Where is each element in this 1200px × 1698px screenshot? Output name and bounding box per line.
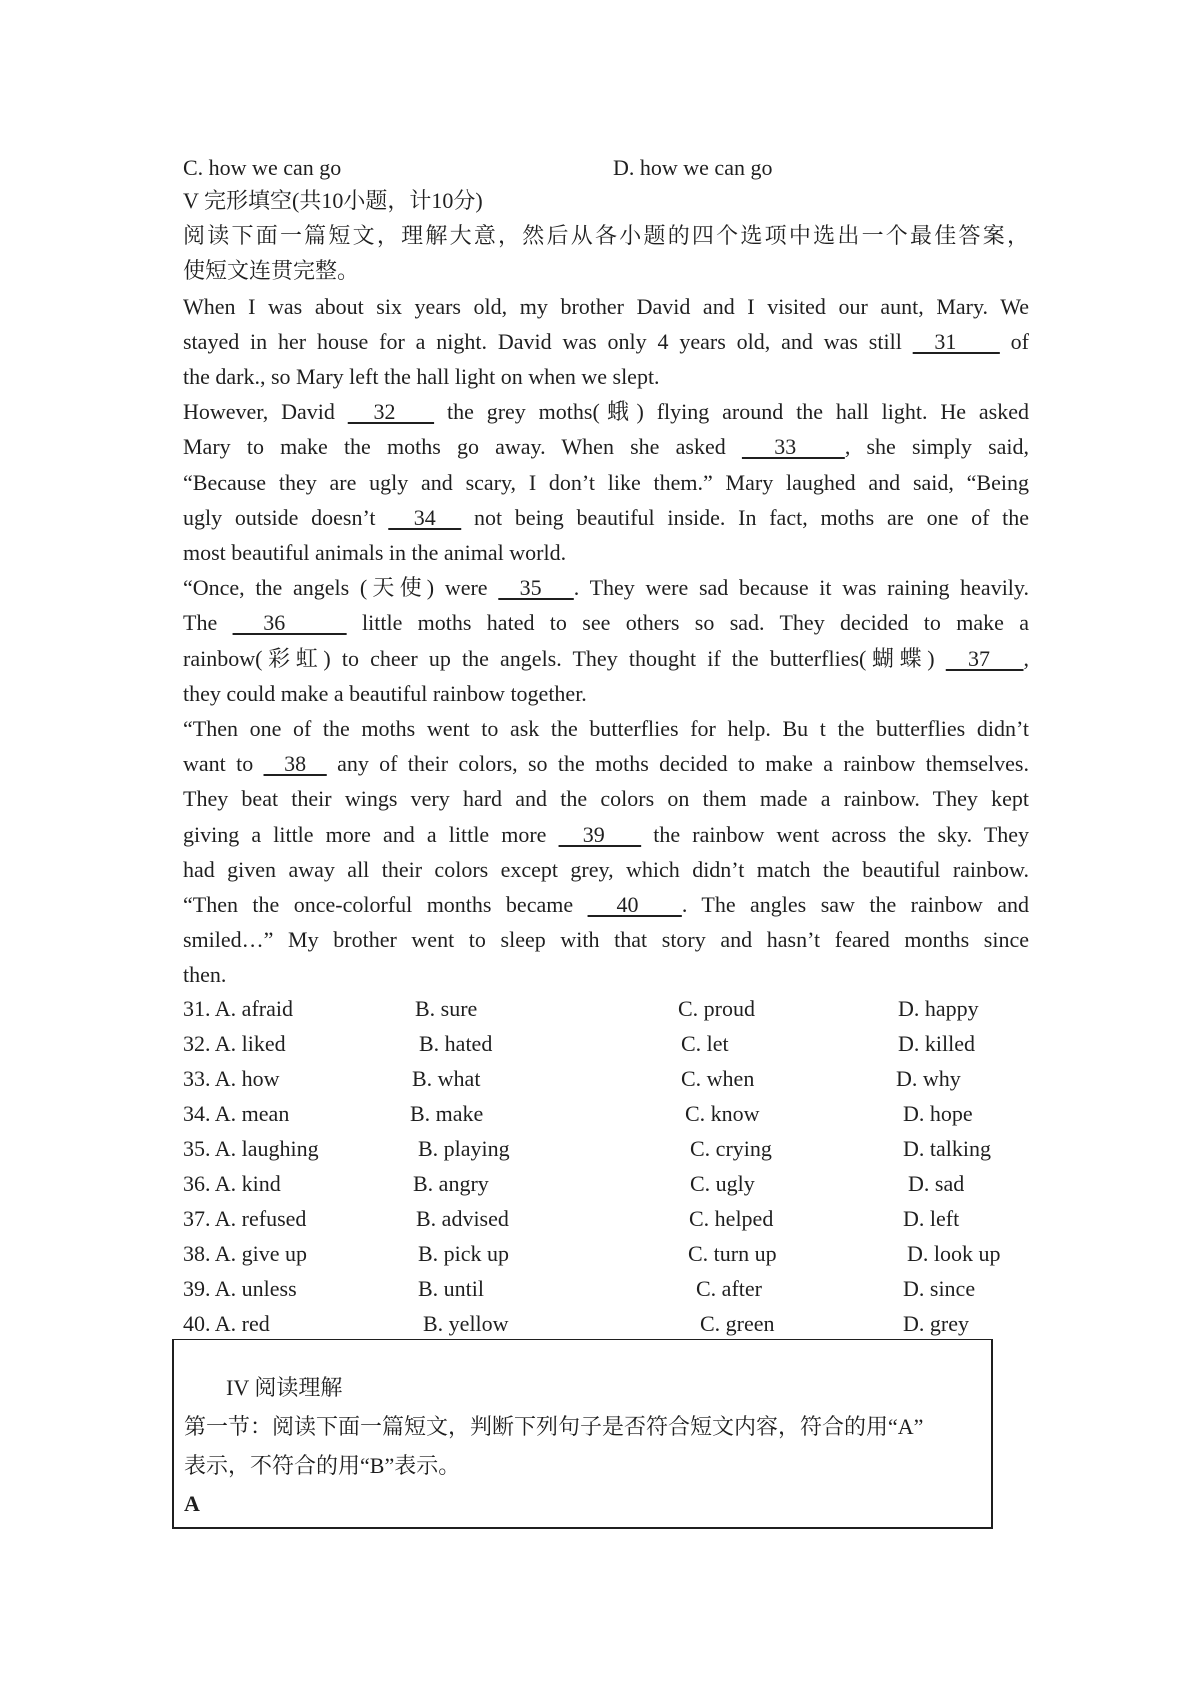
option-a: 39. A. unless: [183, 1276, 297, 1301]
option-c: C. how we can go: [183, 155, 342, 180]
option-c: C. crying: [690, 1136, 772, 1161]
section-instruction-line-2: 表示，不符合的用“B”表示。: [184, 1453, 461, 1478]
option-c: C. proud: [678, 996, 755, 1021]
option-c: C. helped: [689, 1206, 774, 1231]
passage-text: giving a little more and a little more: [183, 821, 559, 847]
passage-text: , she simply said,: [844, 434, 1030, 460]
passage-text: ugly outside doesn’t: [183, 504, 389, 530]
blank-32: 32: [347, 399, 435, 425]
passage-line: [183, 641, 1029, 676]
passage-line: [183, 324, 1029, 359]
passage-line: they could make a beautiful rainbow together.: [183, 680, 587, 706]
passage-text: the rainbow went across the sky. They: [641, 821, 1030, 847]
passage-line: [183, 429, 1029, 464]
option-d: D. grey: [903, 1311, 969, 1336]
passage-text: the grey moths(蛾) flying around the hall light. He asked: [434, 399, 1029, 425]
passage-line: They beat their wings very hard and the colors on them made a rainbow. They kept: [183, 786, 1029, 812]
option-b: B. sure: [415, 996, 478, 1021]
question-row: [183, 1166, 1043, 1201]
blank-40: 40: [587, 892, 682, 918]
option-c: C. ugly: [690, 1171, 755, 1196]
passage-line: then.: [183, 962, 227, 988]
passage-text: Mary to make the moths go away. When she asked: [183, 434, 742, 460]
passage-text: of: [999, 328, 1030, 354]
question-row: [183, 1026, 1043, 1061]
passage-line: had given away all their colors except grey, which didn’t match the beautiful rainbow.: [183, 856, 1029, 882]
option-b: B. pick up: [418, 1241, 510, 1266]
passage-text: The: [183, 610, 233, 636]
option-d: D. hope: [903, 1101, 973, 1126]
blank-38: 38: [263, 751, 327, 777]
passage-text: stayed in her house for a night. David was only 4 years old, and was still: [183, 328, 913, 354]
option-d: D. since: [903, 1276, 976, 1301]
previous-question-options: [183, 150, 1043, 185]
option-c: C. green: [700, 1311, 775, 1336]
passage-text: . The angles saw the rainbow and: [681, 892, 1029, 918]
passage-text: want to: [183, 751, 264, 777]
passage-line: smiled…” My brother went to sleep with that story and hasn’t feared months since: [183, 927, 1029, 953]
blank-33: 33: [741, 434, 845, 460]
option-b: B. yellow: [423, 1311, 509, 1336]
blank-35: 35: [498, 575, 574, 601]
question-row: [183, 1236, 1043, 1271]
passage-line: [183, 887, 1029, 922]
option-a: 40. A. red: [183, 1311, 270, 1336]
option-d: D. how we can go: [613, 155, 773, 180]
option-b: B. what: [412, 1066, 481, 1091]
option-d: D. left: [903, 1206, 960, 1231]
passage-text: However, David: [183, 399, 348, 425]
passage-text: not being beautiful inside. In fact, moths are one of the: [461, 504, 1030, 530]
section-title: IV 阅读理解: [226, 1375, 343, 1400]
option-b: B. make: [410, 1101, 484, 1126]
question-row: [183, 1306, 1043, 1341]
option-c: C. when: [681, 1066, 755, 1091]
passage-text: rainbow(彩虹) to cheer up the angels. They thought if the butterflies(蝴蝶): [183, 645, 946, 671]
section-instruction-line-2: 使短文连贯完整。: [183, 258, 360, 284]
option-a: 37. A. refused: [183, 1206, 307, 1231]
question-row: [183, 1201, 1043, 1236]
passage-text: . They were sad because it was raining heavily.: [573, 575, 1029, 601]
reading-section-box: [172, 1339, 993, 1529]
option-a: 38. A. give up: [183, 1241, 308, 1266]
passage-line: most beautiful animals in the animal world.: [183, 540, 567, 566]
option-a: 31. A. afraid: [183, 996, 293, 1021]
passage-line: the dark., so Mary left the hall light on when we slept.: [183, 364, 660, 390]
blank-37: 37: [945, 645, 1024, 671]
section-instruction-line-1: 阅读下面一篇短文，理解大意，然后从各小题的四个选项中选出一个最佳答案，: [183, 223, 1029, 249]
question-row: [183, 1096, 1043, 1131]
option-c: C. let: [681, 1031, 729, 1056]
question-row: [183, 1271, 1043, 1306]
option-d: D. look up: [907, 1241, 1001, 1266]
option-d: D. happy: [898, 996, 979, 1021]
blank-34: 34: [388, 504, 462, 530]
passage-line: [183, 605, 1029, 640]
option-a: 36. A. kind: [183, 1171, 281, 1196]
option-d: D. killed: [898, 1031, 975, 1056]
blank-39: 39: [558, 821, 642, 847]
option-b: B. until: [418, 1276, 485, 1301]
passage-line: [183, 500, 1029, 535]
passage-line: “Then one of the moths went to ask the butterflies for help. Bu t the butterflies didn’t: [183, 716, 1029, 742]
option-a: 32. A. liked: [183, 1031, 286, 1056]
option-d: D. talking: [903, 1136, 991, 1161]
option-b: B. hated: [419, 1031, 493, 1056]
option-d: D. why: [896, 1066, 961, 1091]
option-b: B. advised: [416, 1206, 509, 1231]
blank-36: 36: [232, 610, 347, 636]
question-row: [183, 1061, 1043, 1096]
option-d: D. sad: [908, 1171, 965, 1196]
option-a: 35. A. laughing: [183, 1136, 319, 1161]
option-a: 34. A. mean: [183, 1101, 290, 1126]
passage-text: any of their colors, so the moths decided to make a rainbow themselves.: [326, 751, 1029, 777]
section-instruction-line-1: 第一节：阅读下面一篇短文，判断下列句子是否符合短文内容，符合的用“A”: [184, 1414, 924, 1439]
passage-text: “Then the once-colorful months became: [183, 892, 588, 918]
passage-label: A: [184, 1491, 200, 1516]
passage-line: [183, 570, 1029, 605]
option-b: B. playing: [418, 1136, 510, 1161]
option-c: C. after: [696, 1276, 762, 1301]
blank-31: 31: [912, 328, 1000, 354]
passage-line: [183, 817, 1029, 852]
passage-text: little moths hated to see others so sad. They decided to make a: [346, 610, 1030, 636]
question-row: [183, 991, 1043, 1026]
passage-line: When I was about six years old, my brother David and I visited our aunt, Mary. We: [183, 293, 1029, 319]
option-b: B. angry: [413, 1171, 489, 1196]
passage-text: “Once, the angels (天使) were: [183, 575, 499, 601]
option-c: C. know: [685, 1101, 760, 1126]
option-c: C. turn up: [688, 1241, 777, 1266]
option-a: 33. A. how: [183, 1066, 280, 1091]
question-row: [183, 1131, 1043, 1166]
passage-line: [183, 394, 1029, 429]
section-title: V 完形填空(共10小题，计10分): [183, 188, 483, 213]
passage-line: “Because they are ugly and scary, I don’t like them.” Mary laughed and said, “Being: [183, 469, 1029, 495]
cloze-section: [183, 183, 1029, 993]
passage-line: [183, 746, 1029, 781]
passage-text: ,: [1023, 645, 1030, 671]
